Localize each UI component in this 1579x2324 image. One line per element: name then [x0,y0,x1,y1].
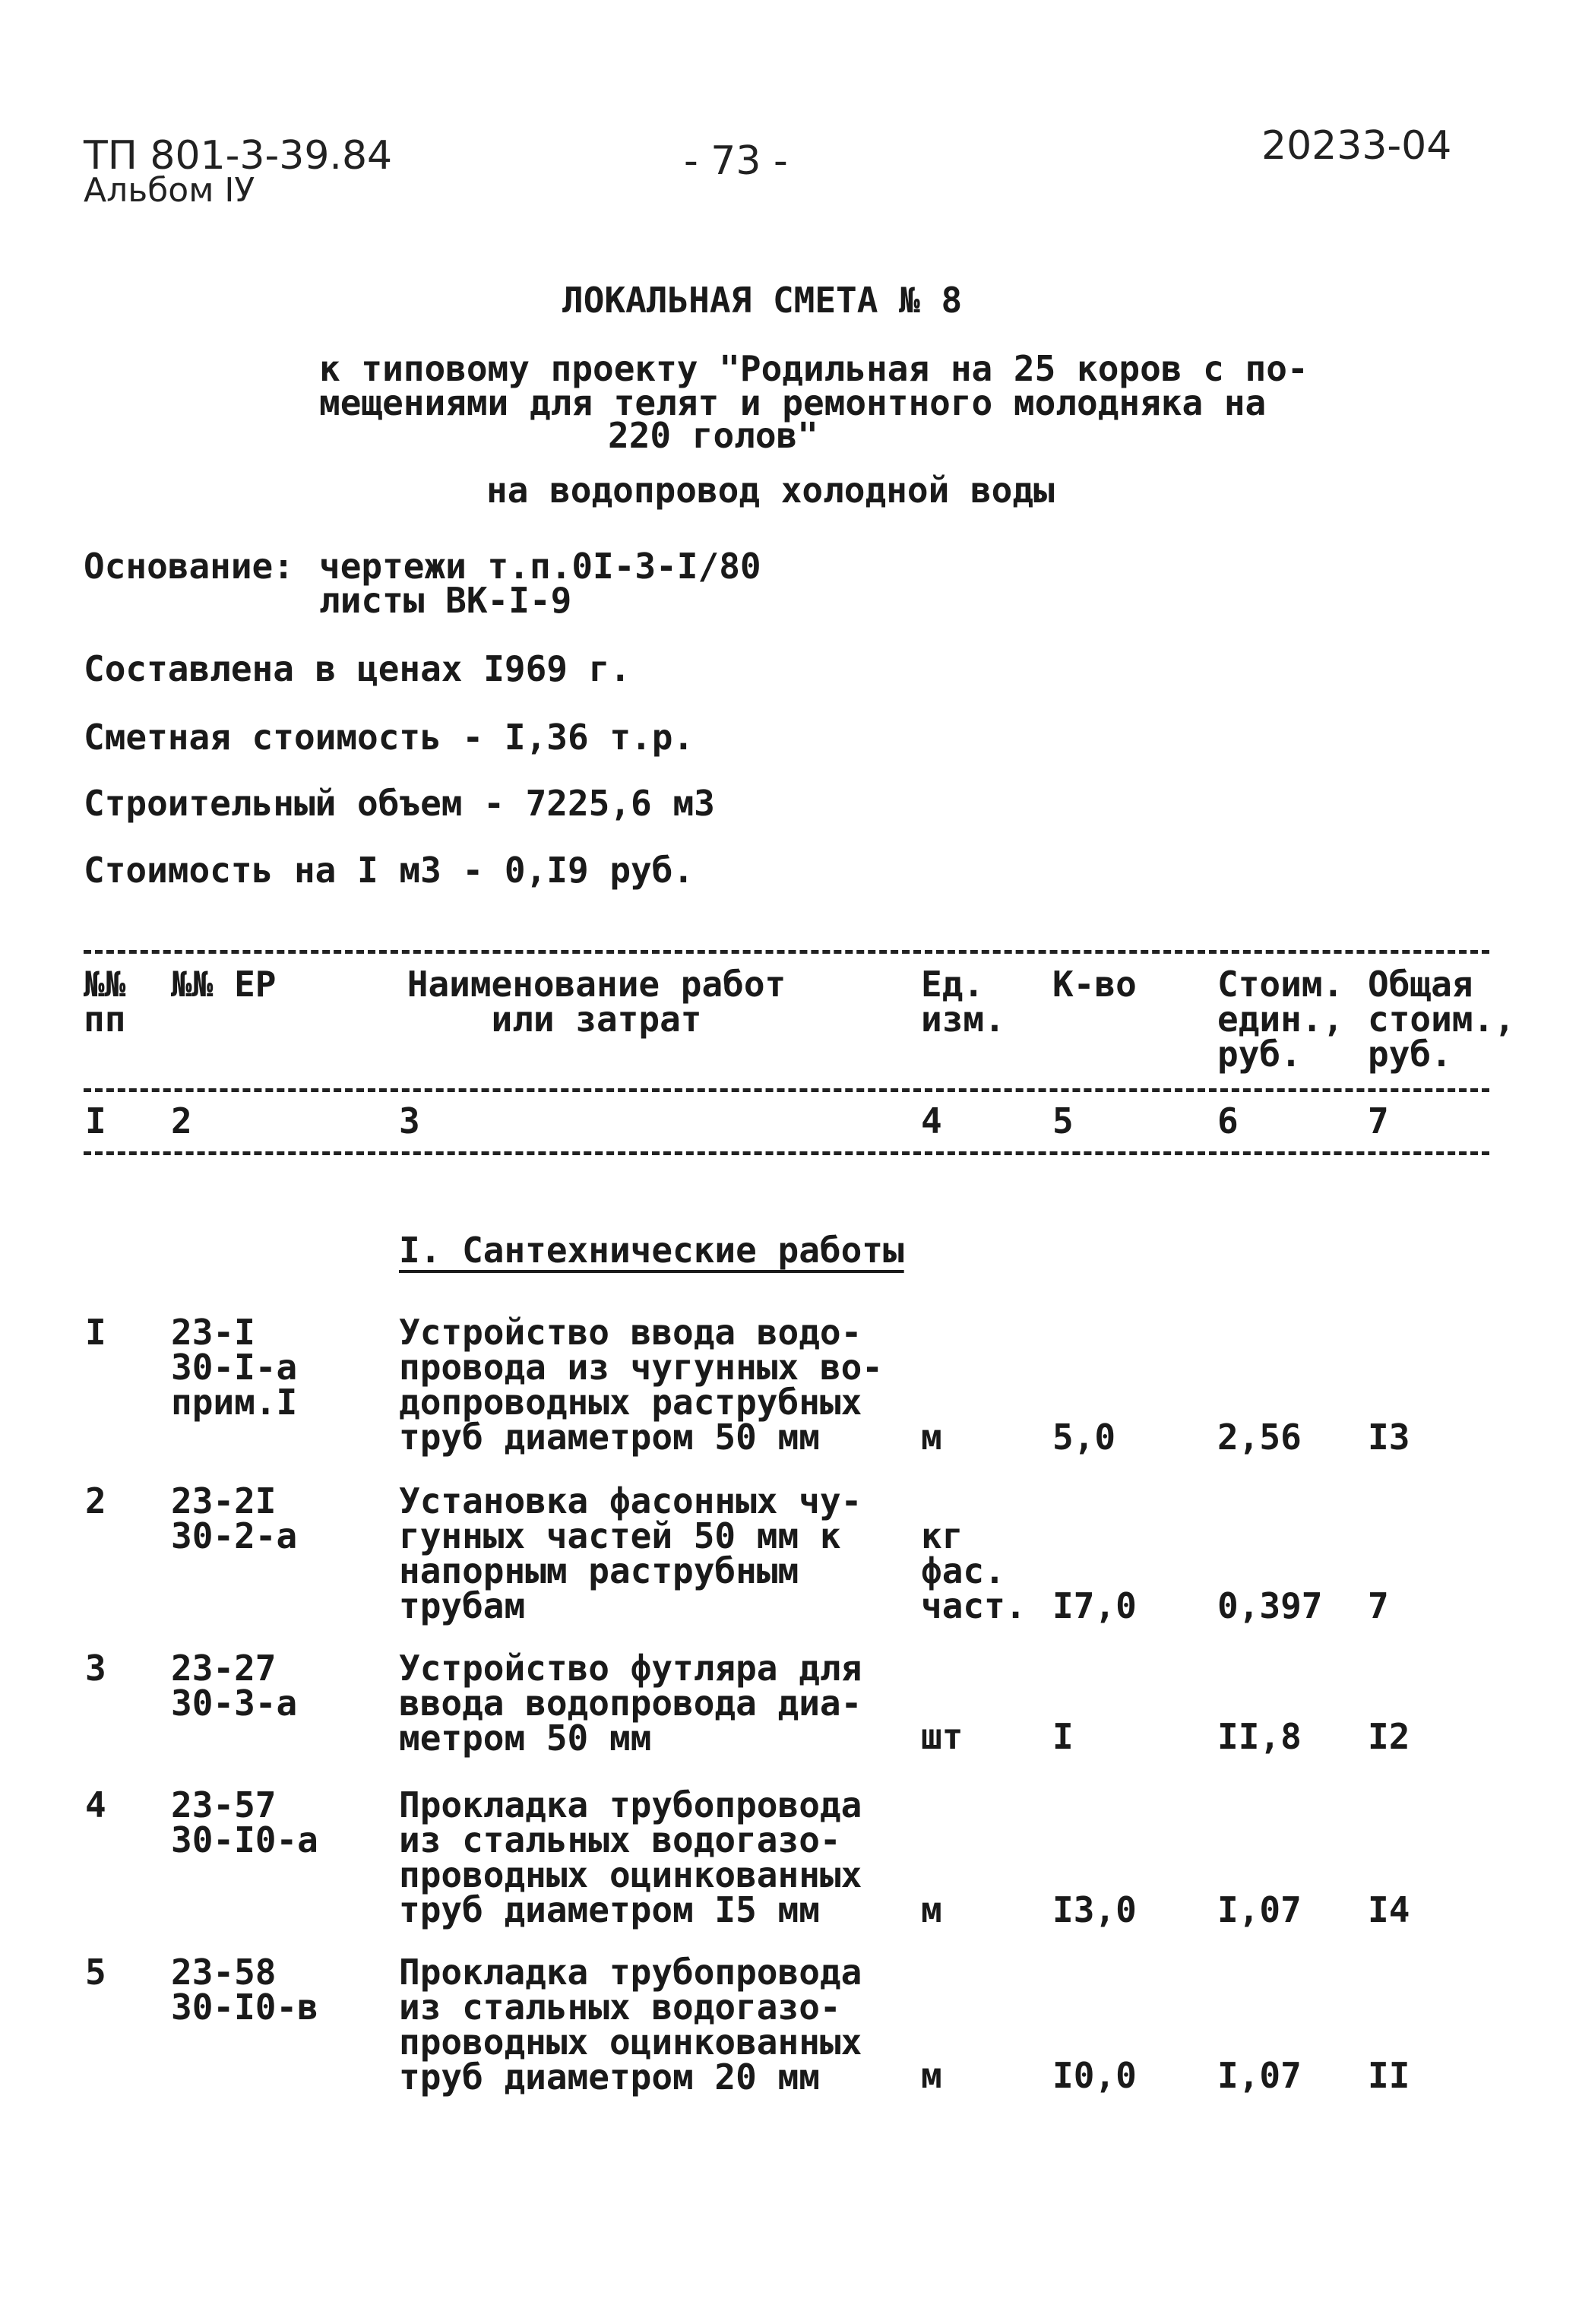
row-qty: 5,0 [1052,1417,1116,1458]
row-total: I2 [1368,1716,1410,1757]
header-unit: Ед. изм. [921,964,1005,1040]
row-total: I4 [1368,1889,1410,1930]
row-unit: шт [921,1716,964,1757]
row-unit-cost: II,8 [1217,1716,1302,1757]
row-num: 4 [85,1784,106,1825]
cost-per-m3: Стоимость на I м3 - 0,I9 руб. [84,850,695,891]
estimated-cost: Сметная стоимость - I,36 т.р. [84,717,695,758]
row-num: 5 [85,1952,106,1993]
header-num: №№ пп [84,964,126,1040]
row-total: I3 [1368,1417,1410,1458]
row-unit-cost: I,07 [1217,1889,1302,1930]
basis-label: Основание: [84,546,294,587]
row-total: 7 [1368,1585,1389,1626]
row-qty: I [1052,1716,1074,1757]
row-unit: м [921,2055,942,2096]
row-unit-cost: 0,397 [1217,1585,1323,1626]
colnum-6: 6 [1217,1100,1239,1141]
row-er: 23-I 30-I-а прим.I [171,1312,298,1423]
prices-year: Составлена в ценах I969 г. [84,648,631,689]
colnum-7: 7 [1368,1100,1389,1141]
table-rule-top [84,950,1489,954]
row-unit: м [921,1417,942,1458]
row-unit: м [921,1889,942,1930]
row-name: Прокладка трубопровода из стальных водогазо- проводных оцинкованных труб диаметром 20 мм [399,1952,862,2098]
basis-line-2: листы ВК-I-9 [319,580,572,621]
row-name: Устройство футляра для ввода водопровода диа- метром 50 мм [399,1648,862,1759]
header-er: №№ ЕР [171,964,277,1005]
row-num: 3 [85,1648,106,1689]
header-qty: К-во [1052,964,1137,1005]
colnum-2: 2 [171,1100,192,1141]
row-unit-cost: 2,56 [1217,1417,1302,1458]
row-er: 23-57 30-I0-а [171,1784,318,1860]
row-qty: I0,0 [1052,2055,1137,2096]
project-line-2: мещениями для телят и ремонтного молодняка на [319,382,1267,423]
colnum-3: 3 [399,1100,420,1141]
row-total: II [1368,2055,1410,2096]
row-er: 23-27 30-3-а [171,1648,298,1724]
album-label: Альбом IУ [84,171,255,210]
building-volume: Строительный объем - 7225,6 м3 [84,783,715,824]
table-rule-numbers [84,1151,1489,1155]
row-unit-cost: I,07 [1217,2055,1302,2096]
project-line-3: 220 голов" [608,415,818,456]
row-num: I [85,1312,106,1353]
colnum-5: 5 [1052,1100,1074,1141]
colnum-4: 4 [921,1100,942,1141]
doc-code: ТП 801-3-39.84 [84,133,393,179]
header-unit-cost: Стоим. един., руб. [1217,964,1344,1075]
row-name: Прокладка трубопровода из стальных водогазо- проводных оцинкованных труб диаметром I5 мм [399,1784,862,1930]
header-name: Наименование работ или затрат [407,964,786,1040]
basis-line-1: чертежи т.п.0I-3-I/80 [319,546,761,587]
section-title: I. Сантехнические работы [399,1230,904,1271]
page-number: - 73 - [684,138,788,184]
row-name: Устройство ввода водо- провода из чугунных во- допроводных раструбных труб диаметром 50 мм [399,1312,883,1458]
doc-number: 20233-04 [1261,123,1452,169]
row-unit: кг фас. част. [921,1515,1027,1626]
project-line-1: к типовому проекту "Родильная на 25 коров с по- [319,348,1308,389]
colnum-1: I [85,1100,106,1141]
header-total-cost: Общая стоим., руб. [1368,964,1515,1075]
row-er: 23-58 30-I0-в [171,1952,318,2028]
estimate-title: ЛОКАЛЬНАЯ СМЕТА № 8 [562,280,963,321]
estimate-subject: на водопровод холодной воды [486,470,1055,511]
row-qty: I7,0 [1052,1585,1137,1626]
row-num: 2 [85,1480,106,1521]
row-name: Установка фасонных чу- гунных частей 50 мм к напорным раструбным трубам [399,1480,862,1626]
table-rule-header [84,1088,1489,1092]
row-qty: I3,0 [1052,1889,1137,1930]
row-er: 23-2I 30-2-а [171,1480,298,1556]
